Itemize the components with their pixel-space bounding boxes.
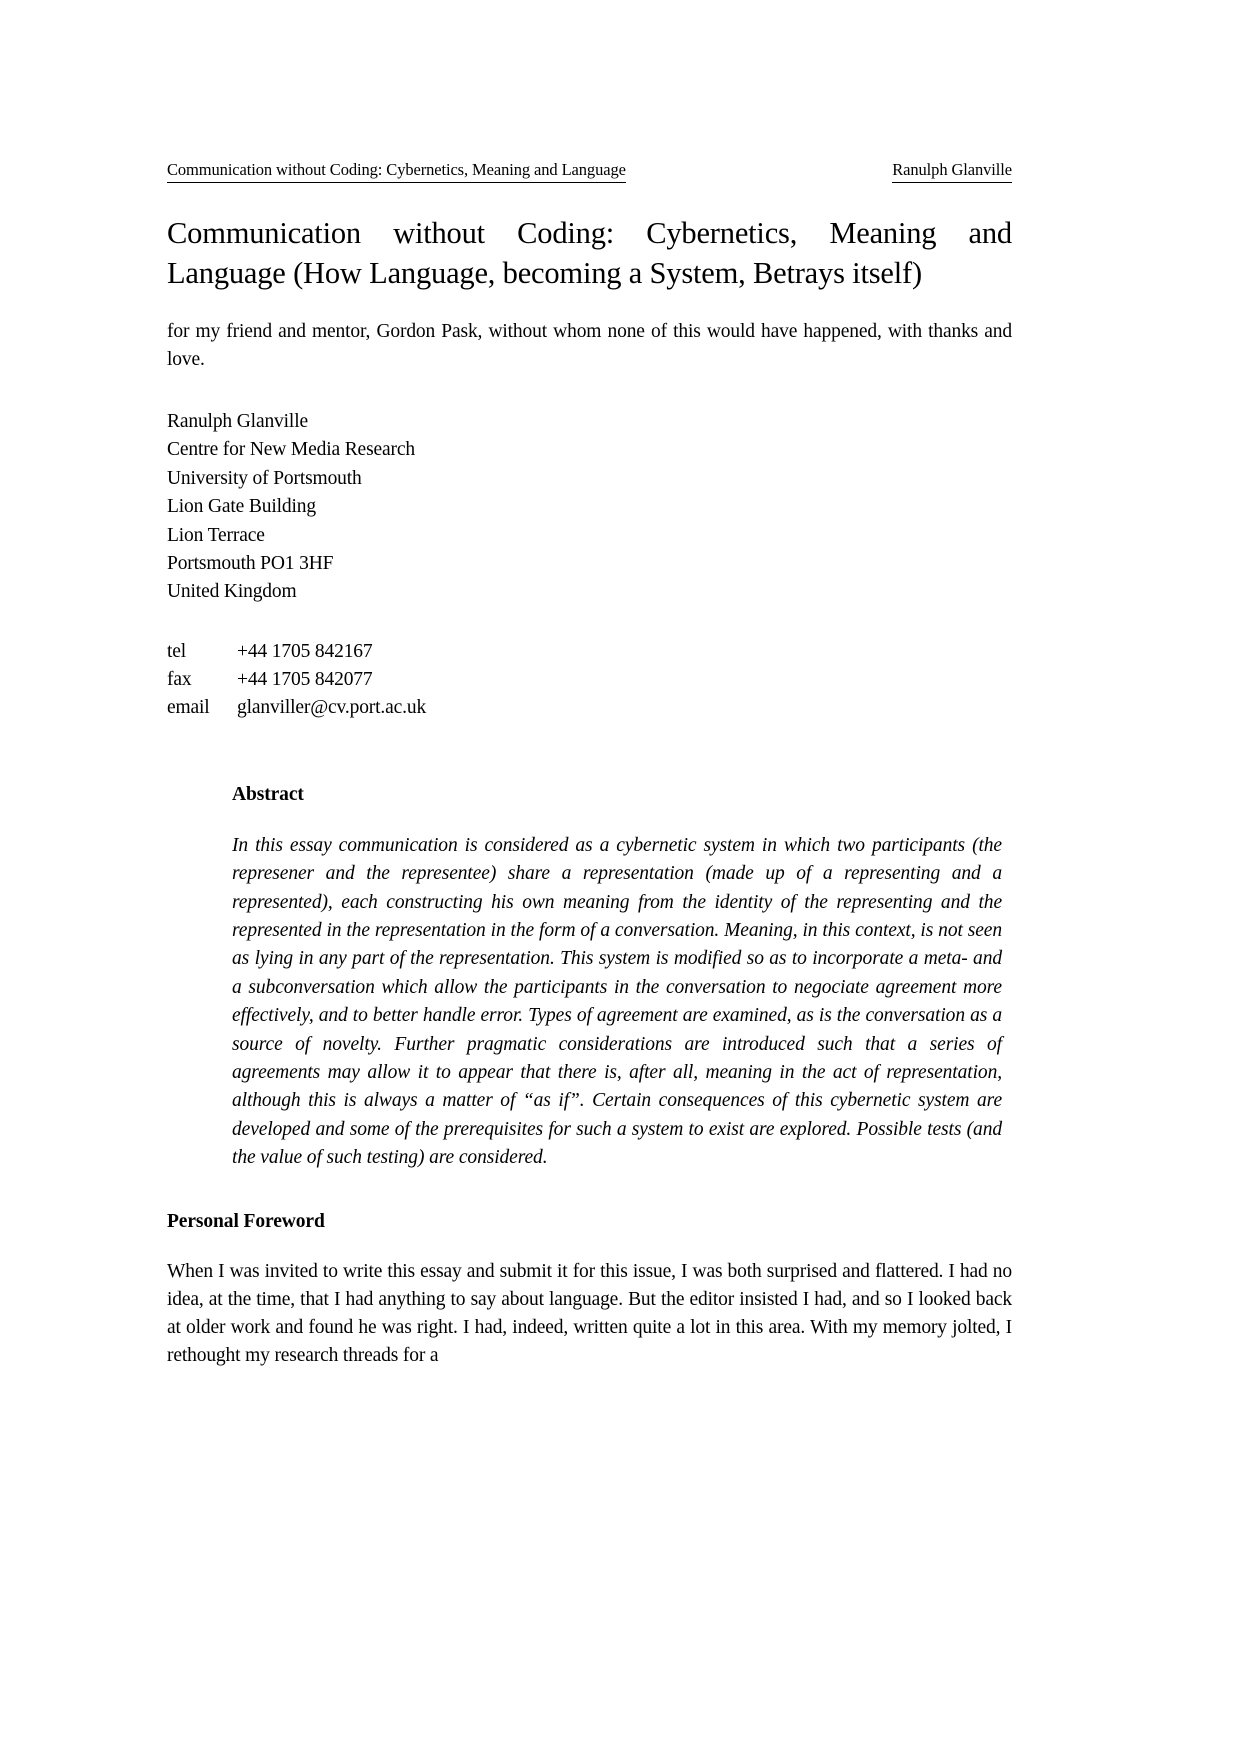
contact-label: email	[167, 697, 210, 719]
running-head-title: Communication without Coding: Cybernetics, Meaning and Language	[167, 160, 626, 183]
dedication-paragraph: for my friend and mentor, Gordon Pask, without whom none of this would have happened, with thanks and love.	[167, 320, 1012, 370]
address-line: Ranulph Glanville	[167, 411, 308, 433]
page-title-line-2: Language (How Language, becoming a System, Betrays itself)	[167, 256, 922, 291]
page-title	[167, 213, 1012, 294]
abstract-body: In this essay communication is considered as a cybernetic system in which two participants (the represener and the representee) share a representation (made up of a representing and a represented), each constructing his own meaning from the identity of the representing and the represented in the representation in the form of a conversation. Meaning, in this context, is not seen as lying in any part of the representation. This system is modified so as to incorporate a meta- and a subconversation which allow the participants in the conversation to negociate agreement more effectively, and to better handle error. Types of agreement are examined, as is the conversation as a source of novelty. Further pragmatic considerations are introduced such that a series of agreements may allow it to appear that there is, after all, meaning in the act of representation, although this is always a matter of “as if”. Certain consequences of this cybernetic system are developed and some of the prerequisites for such a system to exist are explored. Possible tests (and the value of such testing) are considered.	[232, 834, 1002, 1168]
address-line: Centre for New Media Research	[167, 439, 415, 461]
contact-label: tel	[167, 640, 187, 662]
address-line: Lion Gate Building	[167, 496, 316, 518]
contact-value[interactable]: glanviller@cv.port.ac.uk	[237, 697, 427, 719]
contact-label: fax	[167, 668, 192, 690]
address-line: Portsmouth PO1 3HF	[167, 552, 334, 574]
contact-value: +44 1705 842167	[237, 640, 373, 662]
running-head	[167, 160, 1012, 183]
abstract-heading: Abstract	[232, 783, 304, 805]
contact-value: +44 1705 842077	[237, 668, 373, 690]
contact-row-fax	[167, 666, 1012, 694]
section-heading-personal-foreword: Personal Foreword	[167, 1211, 325, 1233]
author-address-block	[167, 408, 1012, 607]
address-line: Lion Terrace	[167, 524, 265, 546]
page-title-line-1: Communication without Coding: Cybernetics, Meaning and	[167, 215, 1012, 250]
contact-row-email	[167, 694, 1012, 722]
address-line: University of Portsmouth	[167, 467, 362, 489]
running-head-author: Ranulph Glanville	[892, 160, 1012, 183]
abstract-section	[167, 781, 1012, 1173]
contact-block	[167, 638, 1012, 723]
contact-row-tel	[167, 638, 1012, 666]
section-body-personal-foreword: When I was invited to write this essay and submit it for this issue, I was both surprised and flattered. I had no idea, at the time, that I had anything to say about language. But the editor insisted I had, and so I looked back at older work and found he was right. I had, indeed, written quite a lot in this area. With my memory jolted, I rethought my research threads for a	[167, 1260, 1012, 1367]
address-line: United Kingdom	[167, 581, 297, 603]
